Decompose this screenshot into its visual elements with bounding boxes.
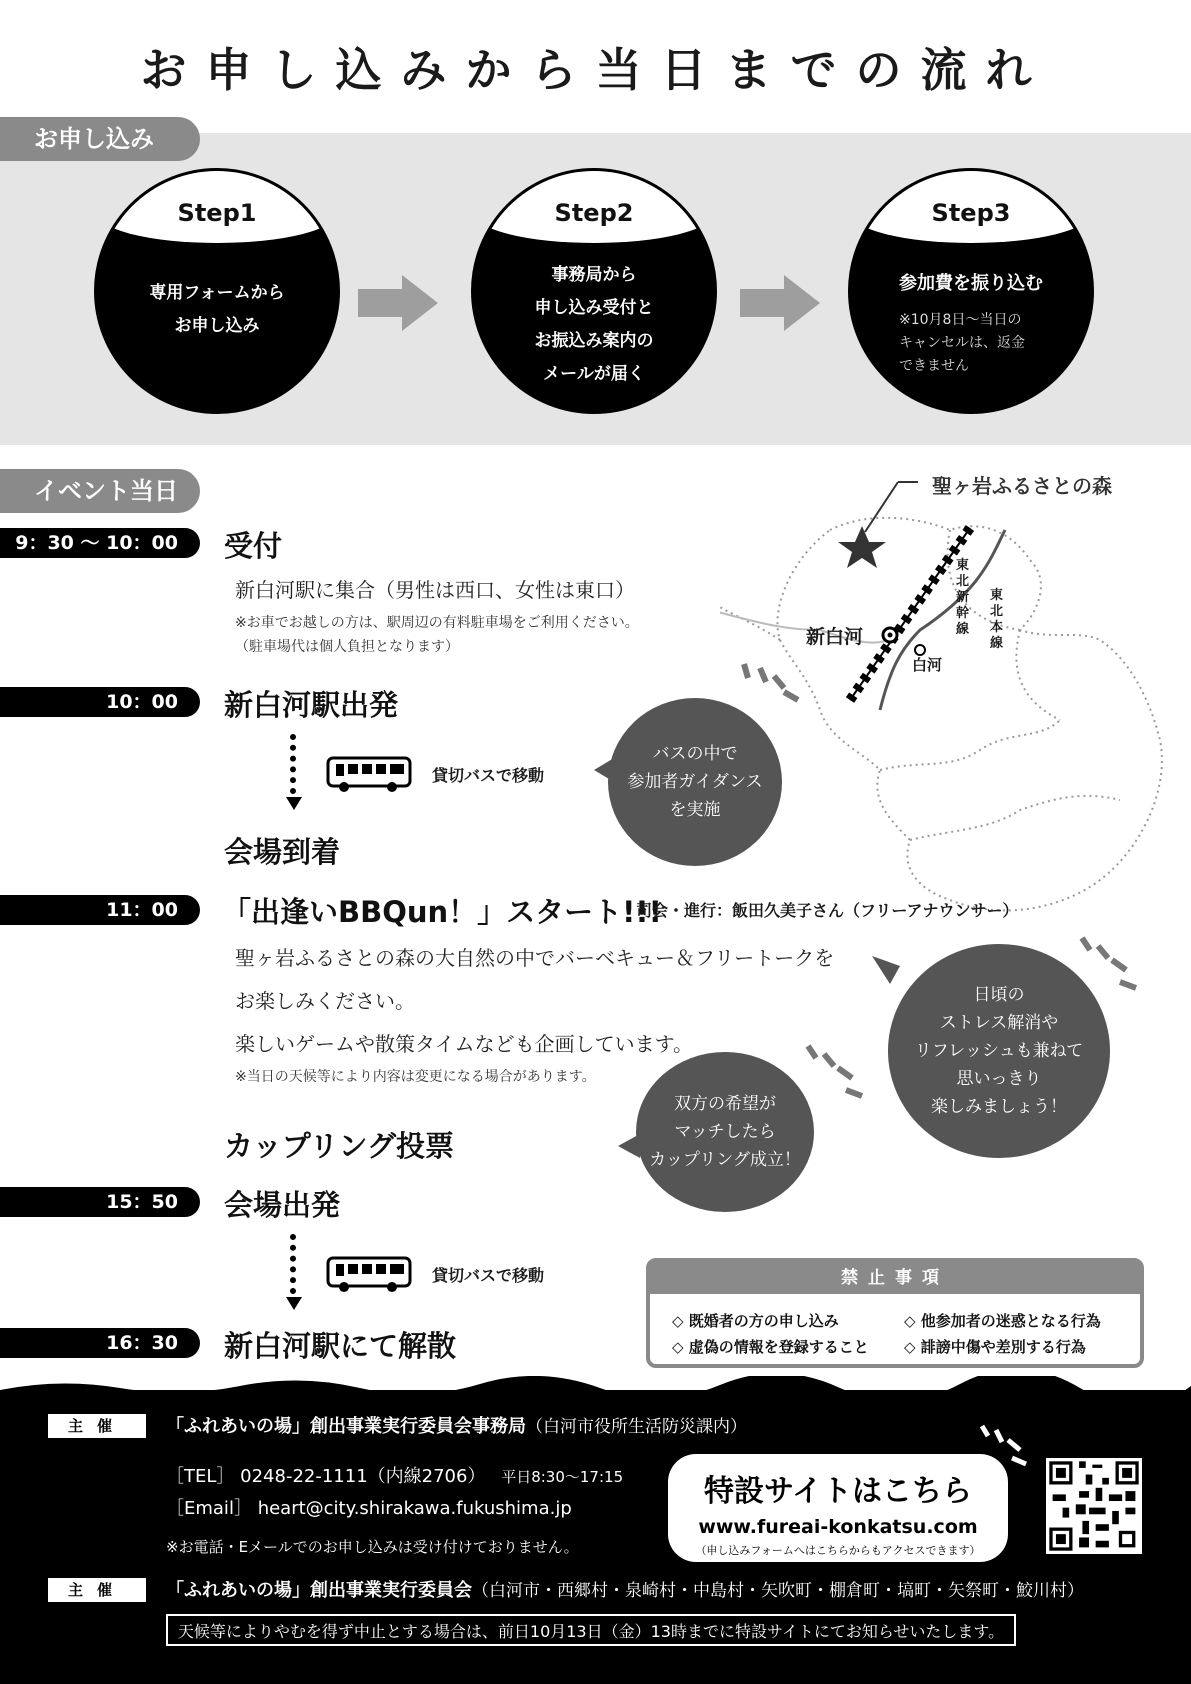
bubble-line: カップリング成立！ — [649, 1150, 801, 1170]
emphasis-marks-icon — [1078, 936, 1138, 1006]
step3-note-line: できません — [899, 358, 969, 374]
bubble-line: バスの中で — [652, 744, 738, 764]
venue-arrival: 会場到着 — [224, 835, 341, 869]
schedule-title: 「出逢いBBQun！」スタート!!! — [222, 895, 662, 929]
meeting-point: 新白河駅に集合（男性は西口、女性は東口） — [235, 578, 635, 602]
page-title: お申し込みから当日までの流れ — [140, 43, 1051, 97]
step1-circle — [94, 168, 340, 414]
tel-label: ［TEL］ — [166, 1466, 235, 1487]
event-description: 楽しいゲームや散策タイムなども企画しています。 — [235, 1032, 693, 1056]
special-site-title: 特設サイトはこちら — [704, 1474, 972, 1509]
organizer-tag: 主催 — [48, 1414, 146, 1438]
prohibited-item: ◇ 虚偽の情報を登録すること — [672, 1338, 869, 1356]
bus-transfer-label: 貸切バスで移動 — [432, 766, 545, 785]
step2-line: 事務局から — [551, 265, 637, 285]
bubble-relax — [888, 944, 1110, 1158]
email-link[interactable]: heart@city.shirakawa.fukushima.jp — [257, 1498, 572, 1519]
organizer-committee: 「ふれあいの場」創出事業実行委員会 — [166, 1580, 472, 1601]
map-station-shinshirakawa: 新白河 — [806, 626, 864, 648]
prohibited-items-title: 禁止事項 — [650, 1262, 1140, 1294]
bubble-tail — [594, 758, 614, 782]
map-line-shinkansen: 東北新幹線 — [956, 558, 970, 637]
bus-icon — [326, 756, 412, 794]
parking-note: （駐車場代は個人負担となります） — [235, 639, 459, 655]
bubble-match — [636, 1052, 814, 1212]
special-site-url[interactable]: www.fureai-konkatsu.com — [698, 1516, 978, 1538]
bubble-line: を実施 — [669, 800, 721, 820]
schedule-title: 新白河駅出発 — [224, 688, 399, 722]
bubble-tail — [990, 1530, 1020, 1560]
organizer-committee-members: （白河市・西郷村・泉崎村・中島村・矢吹町・棚倉町・塙町・矢祭町・鮫川村） — [472, 1581, 1084, 1601]
time-badge: 16：30 — [0, 1328, 200, 1358]
email-label: ［Email］ — [166, 1498, 252, 1519]
section-tab-apply: お申し込み — [0, 117, 200, 161]
bubble-line: 思いっきり — [956, 1069, 1042, 1089]
schedule-title: 会場出発 — [224, 1188, 341, 1222]
no-phone-apply-note: ※お電話・Eメールでのお申し込みは受け付けておりません。 — [166, 1538, 579, 1556]
emphasis-marks-icon — [740, 662, 800, 712]
step3-note-line: ※10月8日～当日の — [899, 312, 1022, 328]
time-badge: 15：50 — [0, 1187, 200, 1217]
map-place-label: 聖ヶ岩ふるさとの森 — [932, 474, 1112, 498]
prohibited-item: ◇ 他参加者の迷惑となる行為 — [904, 1312, 1101, 1330]
arrow-down-icon — [286, 1297, 302, 1310]
prohibited-item: ◇ 既婚者の方の申し込み — [672, 1312, 839, 1330]
bubble-line: 双方の希望が — [674, 1094, 776, 1114]
arrow-right-icon — [740, 275, 820, 331]
mc-info: 司会・進行：飯田久美子さん（フリーアナウンサー） — [636, 901, 1019, 920]
step3-note-line: キャンセルは、返金 — [899, 335, 1025, 351]
prohibited-item: ◇ 誹謗中傷や差別する行為 — [904, 1338, 1086, 1356]
cancellation-notice: 天候等によりやむを得ず中止とする場合は、前日10月13日（金）13時までに特設サイトにてお知らせいたします。 — [166, 1614, 1016, 1646]
map-station-shirakawa: 白河 — [912, 656, 943, 674]
coupling-vote: カップリング投票 — [224, 1129, 454, 1163]
step3-circle — [848, 168, 1094, 414]
bubble-line: 参加者ガイダンス — [627, 772, 763, 792]
step3-line: 参加費を振り込む — [899, 273, 1043, 294]
organizer-office: 「ふれあいの場」創出事業実行委員会事務局 — [166, 1416, 526, 1437]
bubble-line: 楽しみましょう！ — [931, 1097, 1067, 1117]
event-description: 聖ヶ岩ふるさとの森の大自然の中でバーベキュー＆フリートークを — [235, 946, 835, 970]
step1-label: Step1 — [177, 199, 257, 227]
bubble-tail — [618, 1134, 640, 1158]
organizer-office-sub: （白河市役所生活防災課内） — [526, 1417, 747, 1437]
step1-line: 専用フォームから — [149, 283, 285, 303]
step2-line: 申し込み受付と — [534, 298, 654, 318]
time-badge: 9：30 ～ 10：00 — [0, 528, 200, 558]
tel-extension: （内線2706） — [367, 1466, 486, 1487]
schedule-title: 新白河駅にて解散 — [224, 1329, 457, 1363]
special-site-box[interactable] — [668, 1454, 1008, 1562]
organizer-tag: 主催 — [48, 1578, 146, 1602]
flow-dotted-line — [290, 1234, 296, 1294]
emphasis-marks-icon — [804, 1044, 864, 1114]
bus-icon — [326, 1256, 412, 1294]
step2-line: メールが届く — [543, 364, 645, 384]
step2-circle — [471, 168, 717, 414]
bubble-line: マッチしたら — [674, 1122, 776, 1142]
weather-note: ※当日の天候等により内容は変更になる場合があります。 — [235, 1069, 596, 1085]
special-site-note: （申し込みフォームへはこちらからもアクセスできます） — [695, 1544, 981, 1557]
qr-code[interactable] — [1046, 1458, 1142, 1554]
office-hours: 平日8:30～17:15 — [501, 1468, 624, 1486]
tel-number[interactable]: 0248-22-1111 — [240, 1466, 368, 1487]
map-line-main: 東北本線 — [990, 588, 1004, 651]
emphasis-marks-icon — [978, 1424, 1028, 1468]
section-tab-event-day: イベント当日 — [0, 469, 200, 513]
time-badge: 11：00 — [0, 895, 200, 925]
step2-line: お振込み案内の — [534, 331, 654, 351]
prohibited-items-box — [646, 1258, 1144, 1368]
step2-label: Step2 — [554, 199, 634, 227]
bubble-line: リフレッシュも兼ねて — [914, 1041, 1084, 1061]
bubble-tail — [872, 956, 900, 984]
bus-transfer-label: 貸切バスで移動 — [432, 1266, 545, 1285]
event-description: お楽しみください。 — [235, 989, 415, 1013]
time-badge: 10：00 — [0, 687, 200, 717]
schedule-title: 受付 — [224, 529, 283, 563]
flow-dotted-line — [290, 734, 296, 794]
bubble-line: ストレス解消や — [939, 1013, 1059, 1033]
step3-label: Step3 — [931, 199, 1011, 227]
step1-line: お申し込み — [174, 316, 260, 336]
bubble-line: 日頃の — [973, 985, 1025, 1005]
bubble-bus-guidance — [608, 698, 782, 866]
parking-note: ※お車でお越しの方は、駅周辺の有料駐車場をご利用ください。 — [235, 615, 639, 631]
arrow-down-icon — [286, 797, 302, 810]
arrow-right-icon — [358, 275, 438, 331]
